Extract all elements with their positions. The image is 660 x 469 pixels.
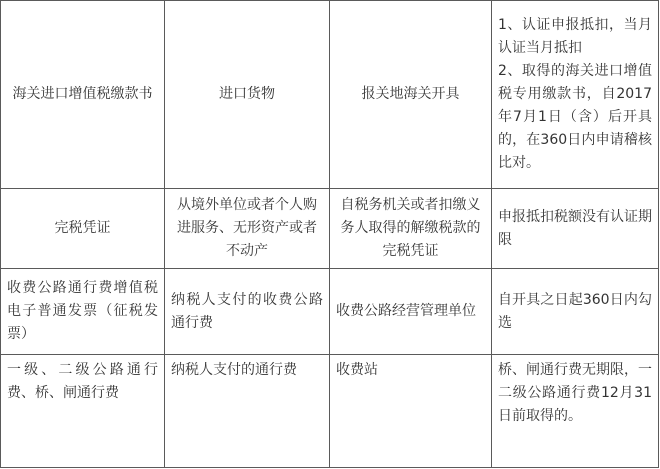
scope-cell: 纳税人支付的通行费 xyxy=(165,355,330,468)
issuer-cell: 收费公路经营管理单位 xyxy=(330,269,492,355)
deduction-cell: 1、认证申报抵扣，当月认证当月抵扣 2、取得的海关进口增值税专用缴款书，自2017年7月1日（含）后开具的，在360日内申请稽核比对。 xyxy=(492,1,659,189)
voucher-cell: 完税凭证 xyxy=(1,189,165,269)
table-row xyxy=(1,1,659,189)
deduction-cell: 桥、闸通行费无期限，一二级公路通行费12月31日前取得的。 xyxy=(492,355,659,468)
voucher-cell: 海关进口增值税缴款书 xyxy=(1,1,165,189)
deduction-cell: 申报抵扣税额没有认证期限 xyxy=(492,189,659,269)
voucher-cell: 一级、二级公路通行费、桥、闸通行费 xyxy=(1,355,165,468)
issuer-cell: 自税务机关或者扣缴义务人取得的解缴税款的完税凭证 xyxy=(330,189,492,269)
scope-cell: 从境外单位或者个人购进服务、无形资产或者不动产 xyxy=(165,189,330,269)
deduction-cell: 自开具之日起360日内勾选 xyxy=(492,269,659,355)
issuer-cell: 报关地海关开具 xyxy=(330,1,492,189)
scope-cell: 纳税人支付的收费公路通行费 xyxy=(165,269,330,355)
table-row xyxy=(1,189,659,269)
table-row xyxy=(1,355,659,468)
scope-cell: 进口货物 xyxy=(165,1,330,189)
voucher-cell: 收费公路通行费增值税电子普通发票（征税发票） xyxy=(1,269,165,355)
table-row xyxy=(1,269,659,355)
issuer-cell: 收费站 xyxy=(330,355,492,468)
